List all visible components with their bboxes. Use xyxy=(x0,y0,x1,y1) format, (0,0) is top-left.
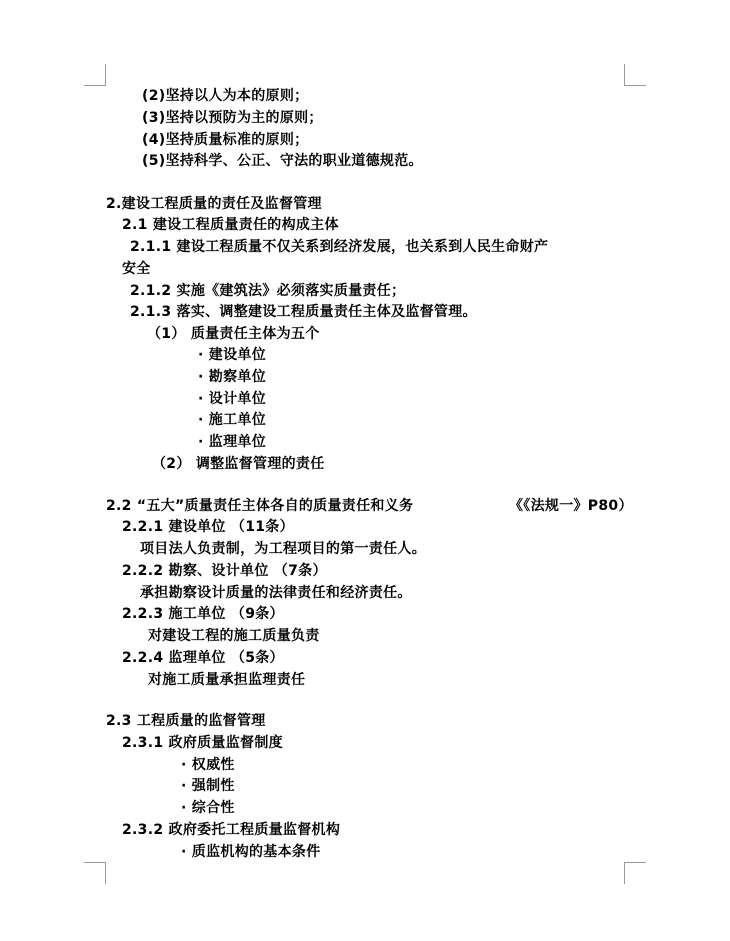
clause-text: 对施工质量承担监理责任 xyxy=(148,672,306,688)
list-heading: （1） 质量责任主体为五个 xyxy=(147,326,320,342)
paragraph-line: 2.1.1 建设工程质量不仅关系到经济发展，也关系到人民生命财产 xyxy=(130,239,549,255)
clause-text: 项目法人负责制，为工程项目的第一责任人。 xyxy=(140,541,426,557)
clause-heading: 2.2.3 施工单位 （9条） xyxy=(122,606,284,622)
clause-text: 对建设工程的施工质量负责 xyxy=(148,628,320,644)
corner-mark-bottom-left-h xyxy=(84,862,106,863)
corner-mark-top-left-v xyxy=(105,64,106,86)
clause-heading: 2.3.1 政府质量监督制度 xyxy=(122,735,283,751)
bullet-item: · 质监机构的基本条件 xyxy=(181,844,321,860)
corner-mark-bottom-right-h xyxy=(624,862,646,863)
principle-item: (4)坚持质量标准的原则； xyxy=(142,132,309,148)
principle-item: (2)坚持以人为本的原则； xyxy=(142,88,309,104)
principle-item: (5)坚持科学、公正、守法的职业道德规范。 xyxy=(142,153,423,169)
bullet-item: · 监理单位 xyxy=(198,434,266,450)
bullet-item: · 施工单位 xyxy=(198,412,266,428)
paragraph-line: 2.1.2 实施《建筑法》必须落实质量责任； xyxy=(130,283,406,299)
subsection-heading: 2.1 建设工程质量责任的构成主体 xyxy=(122,217,339,233)
paragraph-line: 安全 xyxy=(122,261,151,277)
bullet-item: · 建设单位 xyxy=(198,347,266,363)
subsection-heading: 2.3 工程质量的监督管理 xyxy=(106,713,266,729)
clause-heading: 2.2.2 勘察、设计单位 （7条） xyxy=(122,563,327,579)
reference-note: 《《法规一》P80） xyxy=(509,498,633,514)
clause-heading: 2.2.4 监理单位 （5条） xyxy=(122,650,284,666)
corner-mark-bottom-left-v xyxy=(105,862,106,884)
subsection-heading: 2.2 “五大”质量责任主体各自的质量责任和义务 xyxy=(106,498,414,514)
corner-mark-top-left-h xyxy=(84,85,106,86)
clause-heading: 2.3.2 政府委托工程质量监督机构 xyxy=(122,822,341,838)
clause-text: 承担勘察设计质量的法律责任和经济责任。 xyxy=(140,585,412,601)
bullet-item: · 综合性 xyxy=(181,800,235,816)
section-heading: 2.建设工程质量的责任及监督管理 xyxy=(106,196,322,212)
corner-mark-bottom-right-v xyxy=(624,862,625,884)
corner-mark-top-right-h xyxy=(624,85,646,86)
bullet-item: · 设计单位 xyxy=(198,391,266,407)
bullet-item: · 强制性 xyxy=(181,778,235,794)
corner-mark-top-right-v xyxy=(624,64,625,86)
list-heading: （2） 调整监督管理的责任 xyxy=(152,456,325,472)
paragraph-line: 2.1.3 落实、调整建设工程质量责任主体及监督管理。 xyxy=(130,304,477,320)
clause-heading: 2.2.1 建设单位 （11条） xyxy=(122,519,294,535)
bullet-item: · 权威性 xyxy=(181,757,235,773)
principle-item: (3)坚持以预防为主的原则； xyxy=(142,110,323,126)
bullet-item: · 勘察单位 xyxy=(198,369,266,385)
